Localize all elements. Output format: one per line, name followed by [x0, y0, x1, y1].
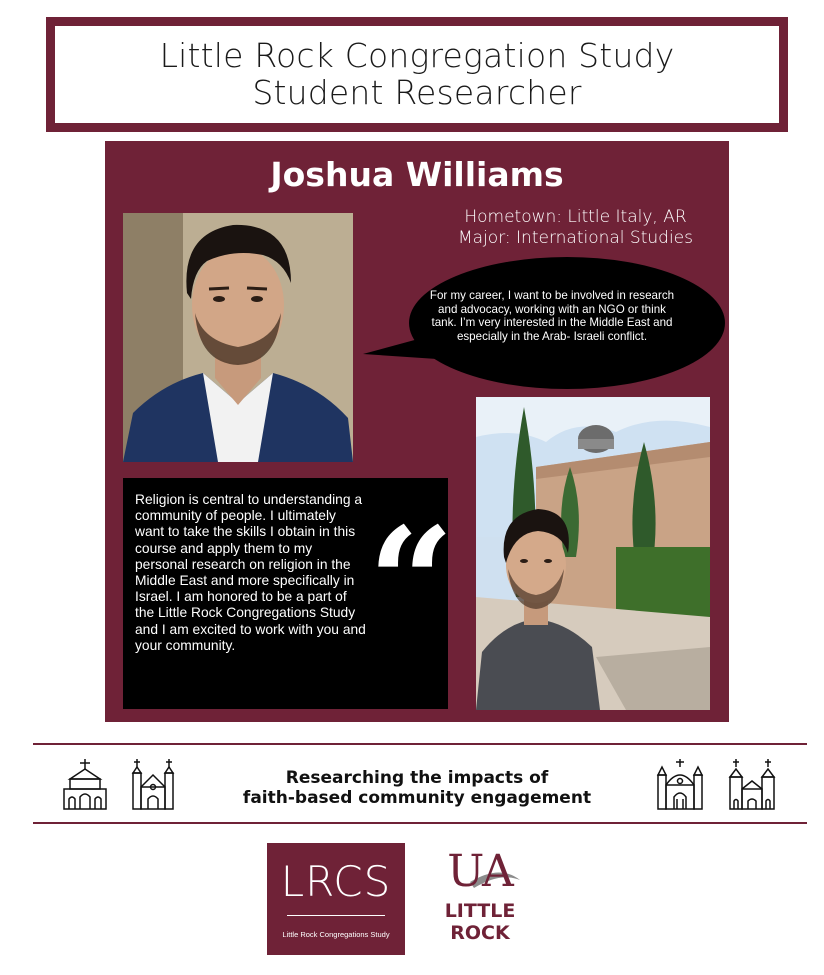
religion-quote: Religion is central to understanding a community of people. I ultimately want to take the skills I obtain in this course and apply them to my personal research on religion in the Middle East and more specifically in Israel. I am honored to be a part of the Little Rock Congregations Study and I am excited to work with you and your community. [135, 492, 366, 653]
ua-rock-text: ROCK [450, 922, 510, 944]
basilica-icon [655, 757, 705, 811]
religion-quote-box [123, 478, 455, 709]
quotation-mark-icon: “ [368, 495, 455, 671]
ua-mark: UA [447, 846, 513, 897]
tagline-line-1: Researching the impacts of [285, 768, 549, 788]
portrait-photo [123, 213, 353, 462]
profile-panel [105, 141, 729, 722]
researcher-name: Joshua Williams [270, 155, 564, 194]
cathedral-icon [130, 757, 176, 811]
major-text: Major: International Studies [458, 228, 693, 248]
tagline [210, 768, 624, 808]
researcher-info [423, 207, 728, 249]
ua-little-rock-logo [440, 846, 522, 950]
top-divider [33, 743, 807, 745]
travel-photo [476, 397, 710, 710]
ua-little-text: LITTLE [444, 900, 516, 922]
title-frame [46, 17, 788, 132]
bottom-divider [33, 822, 807, 824]
hometown-text: Hometown: Little Italy, AR [464, 207, 687, 227]
lrcs-abbreviation: LRCS [280, 857, 392, 906]
lrcs-full-name: Little Rock Congregations Study [282, 930, 390, 939]
career-quote: For my career, I want to be involved in research and advocacy, working with an NGO or think tank. I’m very interested in the Middle East and especially in the Arab- Israeli conflict. [429, 289, 675, 343]
lrcs-logo-rule [287, 915, 385, 916]
tagline-line-2: faith-based community engagement [242, 788, 592, 808]
title-line-1: Little Rock Congregation Study [159, 35, 675, 75]
chapel-icon [728, 757, 778, 811]
title-line-2: Student Researcher [252, 72, 582, 112]
lrcs-logo [267, 843, 405, 955]
page-title [55, 26, 779, 123]
church-icon [62, 757, 108, 811]
